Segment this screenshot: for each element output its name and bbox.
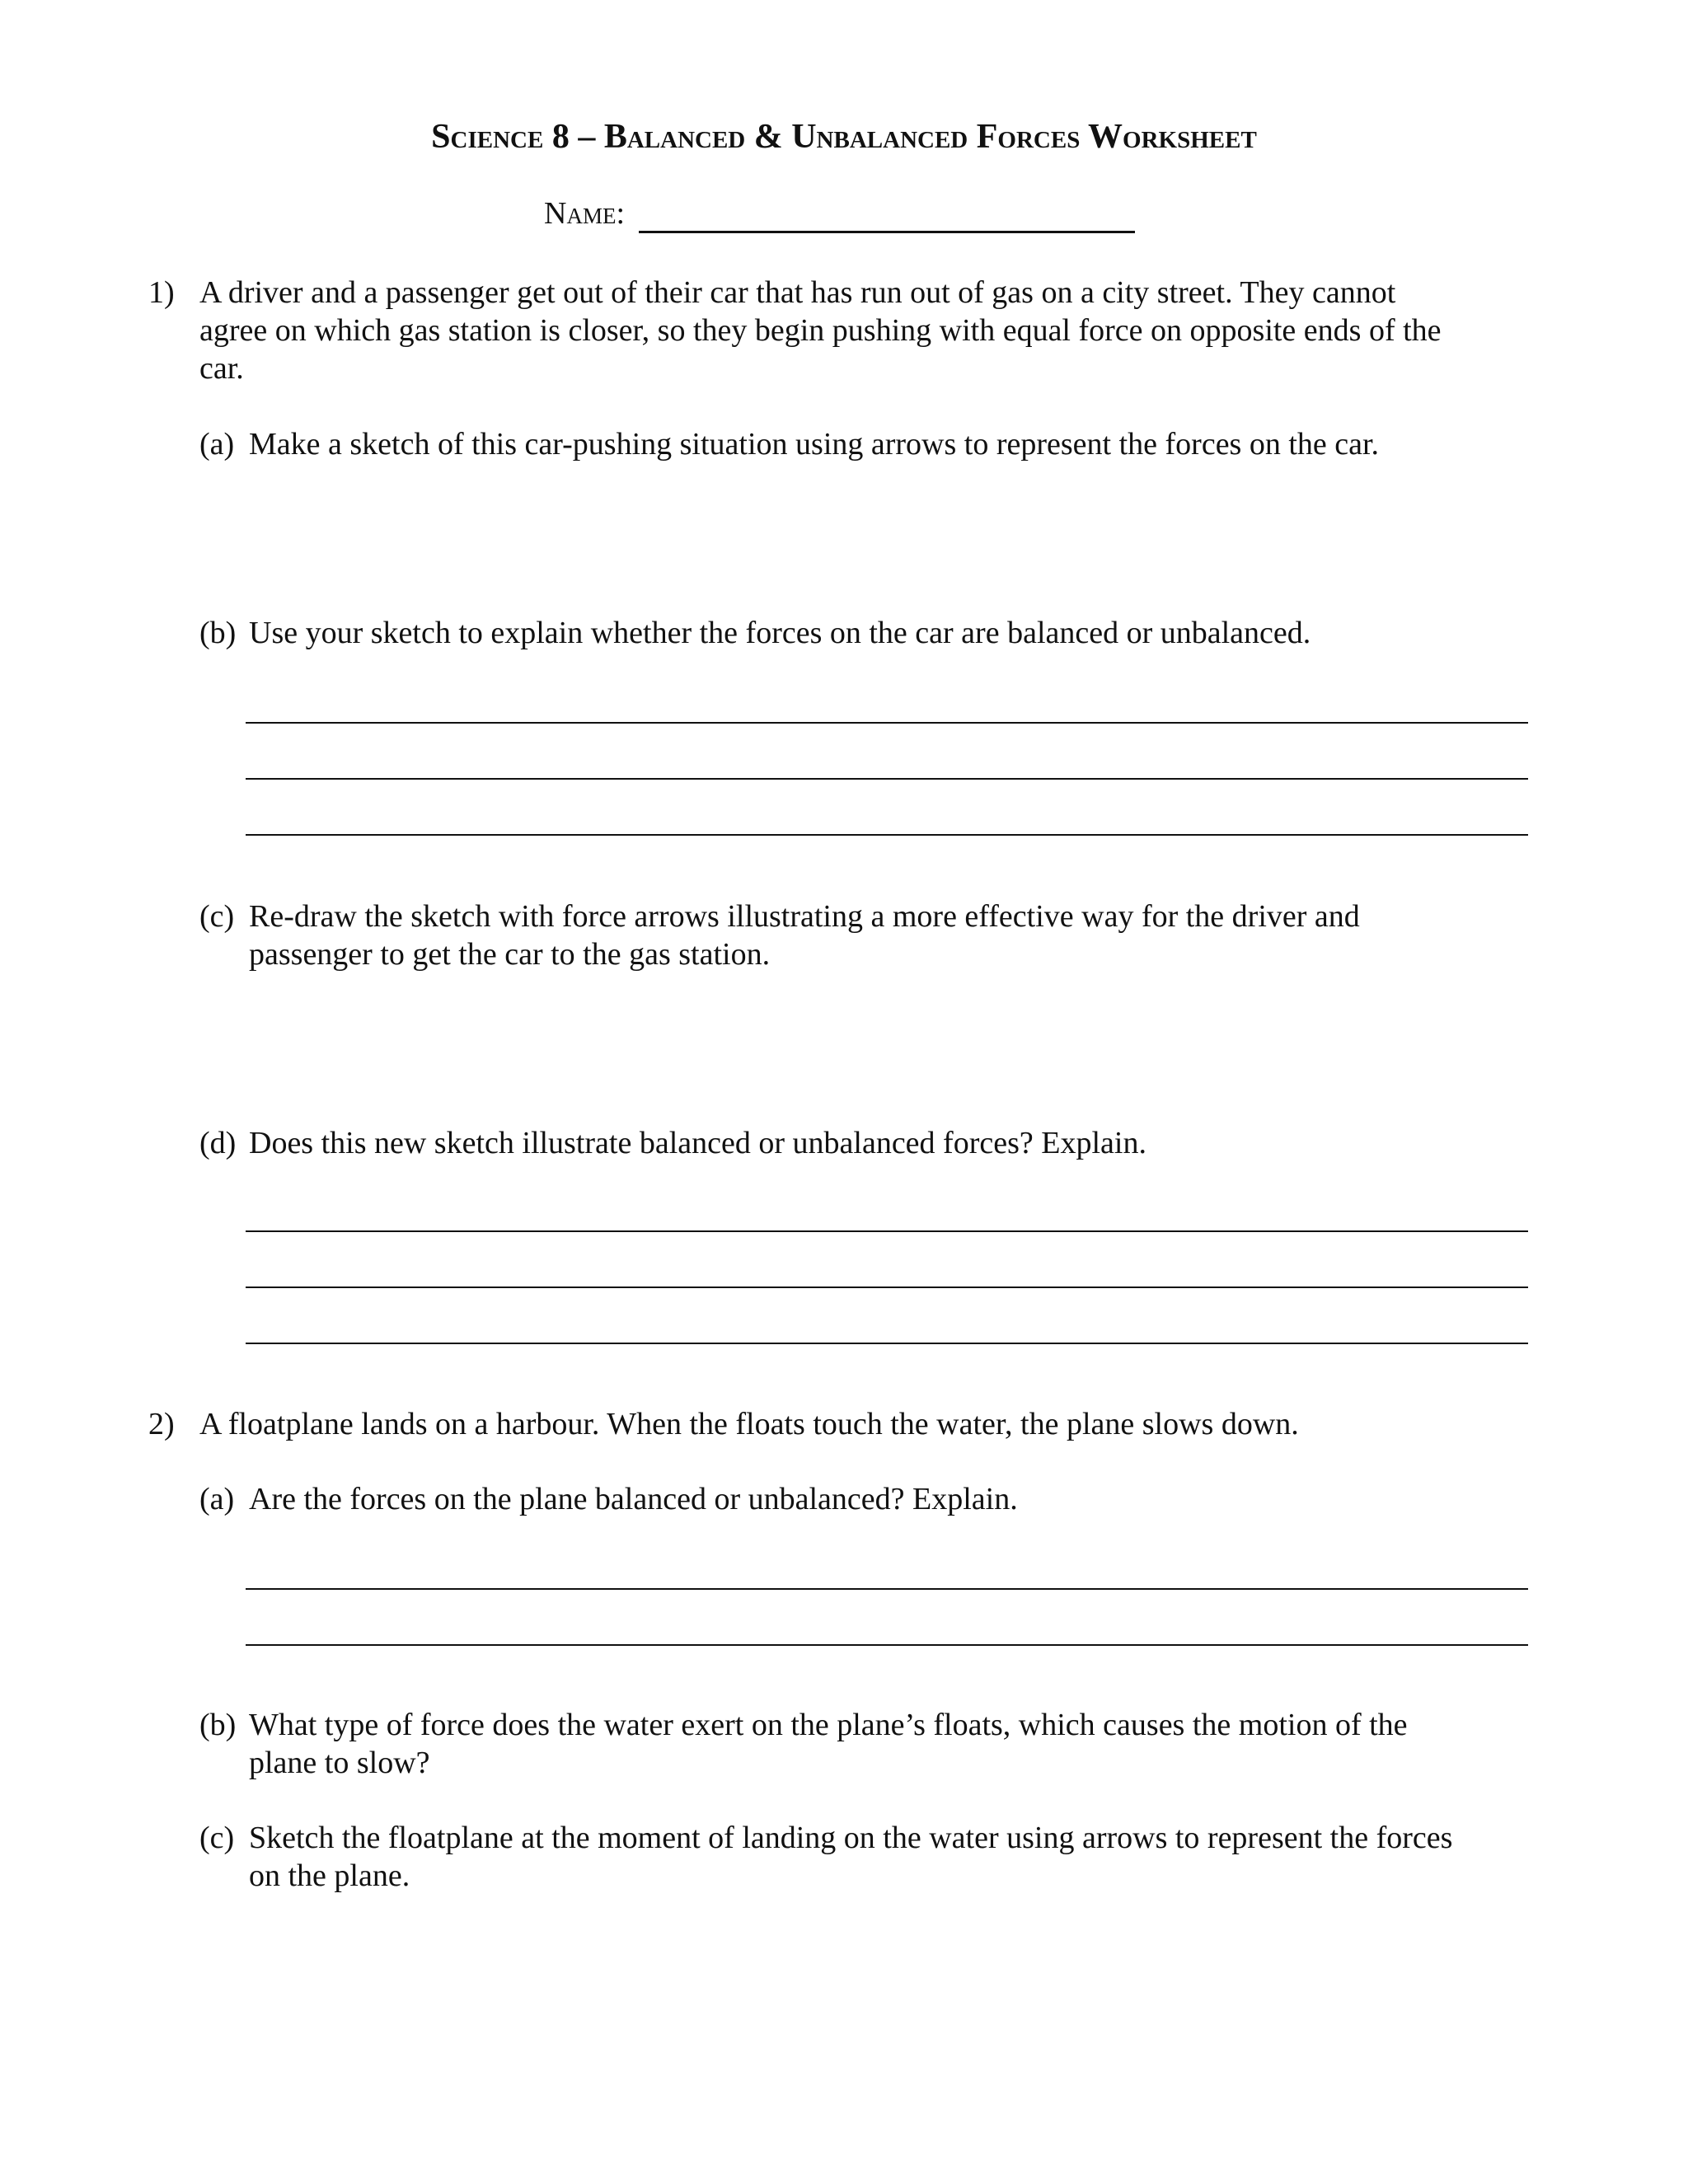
name-label: Name: (544, 196, 625, 231)
question-2-text: A floatplane lands on a harbour. When the floats touch the water, the plane slows down. (199, 1407, 1299, 1441)
question-2c-label: (c) (199, 1821, 235, 1855)
answer-line[interactable] (246, 1286, 1528, 1288)
question-1-text-line-1: A driver and a passenger get out of their car that has run out of gas on a city street. They cannot (199, 275, 1396, 310)
question-2b-text-line-2: plane to slow? (249, 1746, 430, 1780)
question-2-number: 2) (148, 1407, 175, 1441)
question-1-text-line-2: agree on which gas station is closer, so they begin pushing with equal force on opposite ends of the (199, 313, 1442, 348)
question-2a-text: Are the forces on the plane balanced or unbalanced? Explain. (249, 1482, 1018, 1516)
question-1b-text: Use your sketch to explain whether the forces on the car are balanced or unbalanced. (249, 616, 1311, 650)
answer-line[interactable] (246, 778, 1528, 780)
name-field[interactable] (639, 231, 1135, 233)
question-2c-text-line-1: Sketch the floatplane at the moment of landing on the water using arrows to represent the forces (249, 1821, 1453, 1855)
answer-line[interactable] (246, 834, 1528, 836)
question-1b-label: (b) (199, 616, 237, 650)
answer-line[interactable] (246, 1343, 1528, 1344)
question-2c-text-line-2: on the plane. (249, 1858, 410, 1893)
question-1a-text: Make a sketch of this car-pushing situation using arrows to represent the forces on the car. (249, 427, 1380, 462)
question-1c-text-line-1: Re-draw the sketch with force arrows illustrating a more effective way for the driver and (249, 899, 1360, 934)
question-2b-text-line-1: What type of force does the water exert on the plane’s floats, which causes the motion of the (249, 1708, 1408, 1742)
question-2a-label: (a) (199, 1482, 235, 1516)
worksheet-title: Science 8 – Balanced & Unbalanced Forces Worksheet (431, 118, 1257, 156)
question-1c-text-line-2: passenger to get the car to the gas station. (249, 937, 771, 972)
question-1c-label: (c) (199, 899, 235, 934)
question-1d-text: Does this new sketch illustrate balanced or unbalanced forces? Explain. (249, 1126, 1146, 1160)
answer-line[interactable] (246, 1644, 1528, 1646)
question-2b-label: (b) (199, 1708, 237, 1742)
answer-line[interactable] (246, 1588, 1528, 1590)
question-1d-label: (d) (199, 1126, 237, 1160)
question-1a-label: (a) (199, 427, 235, 462)
answer-line[interactable] (246, 722, 1528, 724)
answer-line[interactable] (246, 1230, 1528, 1232)
question-1-text-line-3: car. (199, 351, 244, 386)
question-1-number: 1) (148, 275, 175, 310)
